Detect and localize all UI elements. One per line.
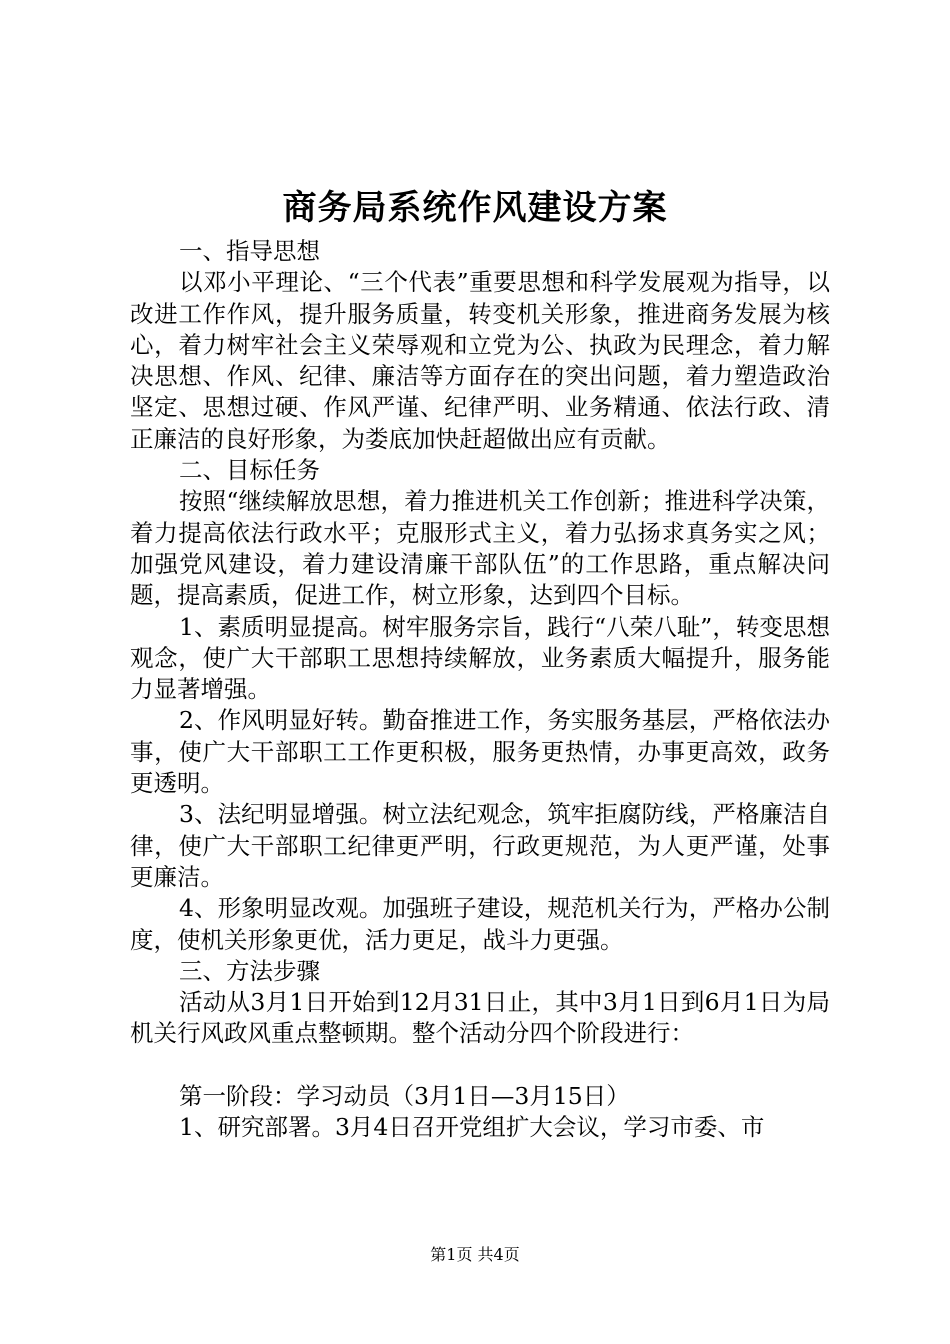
paragraph-phase-1: 第一阶段：学习动员（3月1日—3月15日）	[179, 1082, 630, 1111]
paragraph-goals: 按照“继续解放思想，着力推进机关工作创新；推进科学决策，着力提高依法行政水平；克服形式主义，着力弘扬求真务实之风；加强党风建设，着力建设清廉干部队伍”的工作思路，重点解决问题，提高素质，促进工作，树立形象，达到四个目标。	[130, 487, 830, 610]
document-body	[130, 236, 830, 1144]
paragraph-goal-1: 1、素质明显提高。树牢服务宗旨，践行“八荣八耻”，转变思想观念，使广大干部职工思想持续解放，业务素质大幅提升，服务能力显著增强。	[130, 612, 830, 704]
paragraph-steps: 活动从3月1日开始到12月31日止，其中3月1日到6月1日为局机关行风政风重点整顿期。整个活动分四个阶段进行：	[130, 988, 830, 1048]
paragraph-goal-3: 3、法纪明显增强。树立法纪观念，筑牢拒腐防线，严格廉洁自律，使广大干部职工纪律更严明，行政更规范，为人更严谨，处事更廉洁。	[130, 800, 830, 891]
paragraph-goal-2: 2、作风明显好转。勤奋推进工作，务实服务基层，严格依法办事，使广大干部职工工作更积极，服务更热情，办事更高效，政务更透明。	[130, 706, 830, 798]
paragraph-phase-1-item-1: 1、研究部署。3月4日召开党组扩大会议，学习市委、市	[179, 1113, 765, 1142]
section-heading-steps: 三、方法步骤	[179, 956, 320, 985]
paragraph-goal-4: 4、形象明显改观。加强班子建设，规范机关行为，严格办公制度，使机关形象更优，活力更足，战斗力更强。	[130, 894, 830, 954]
document-title: 商务局系统作风建设方案	[282, 188, 668, 228]
paragraph-guiding-ideology: 以邓小平理论、“三个代表”重要思想和科学发展观为指导，以改进工作作风，提升服务质量，转变机关形象，推进商务发展为核心，着力树牢社会主义荣辱观和立党为公、执政为民理念，着力解决思想、作风、纪律、廉洁等方面存在的突出问题，着力塑造政治坚定、思想过硬、作风严谨、纪律严明、业务精通、依法行政、清正廉洁的良好形象，为娄底加快赶超做出应有贡献。	[130, 268, 830, 453]
section-heading-guiding-ideology: 一、指导思想	[179, 237, 320, 265]
blank-line	[130, 1050, 830, 1081]
section-heading-goals: 二、目标任务	[179, 456, 320, 485]
page-footer: 第1页 共4页	[430, 1245, 520, 1264]
